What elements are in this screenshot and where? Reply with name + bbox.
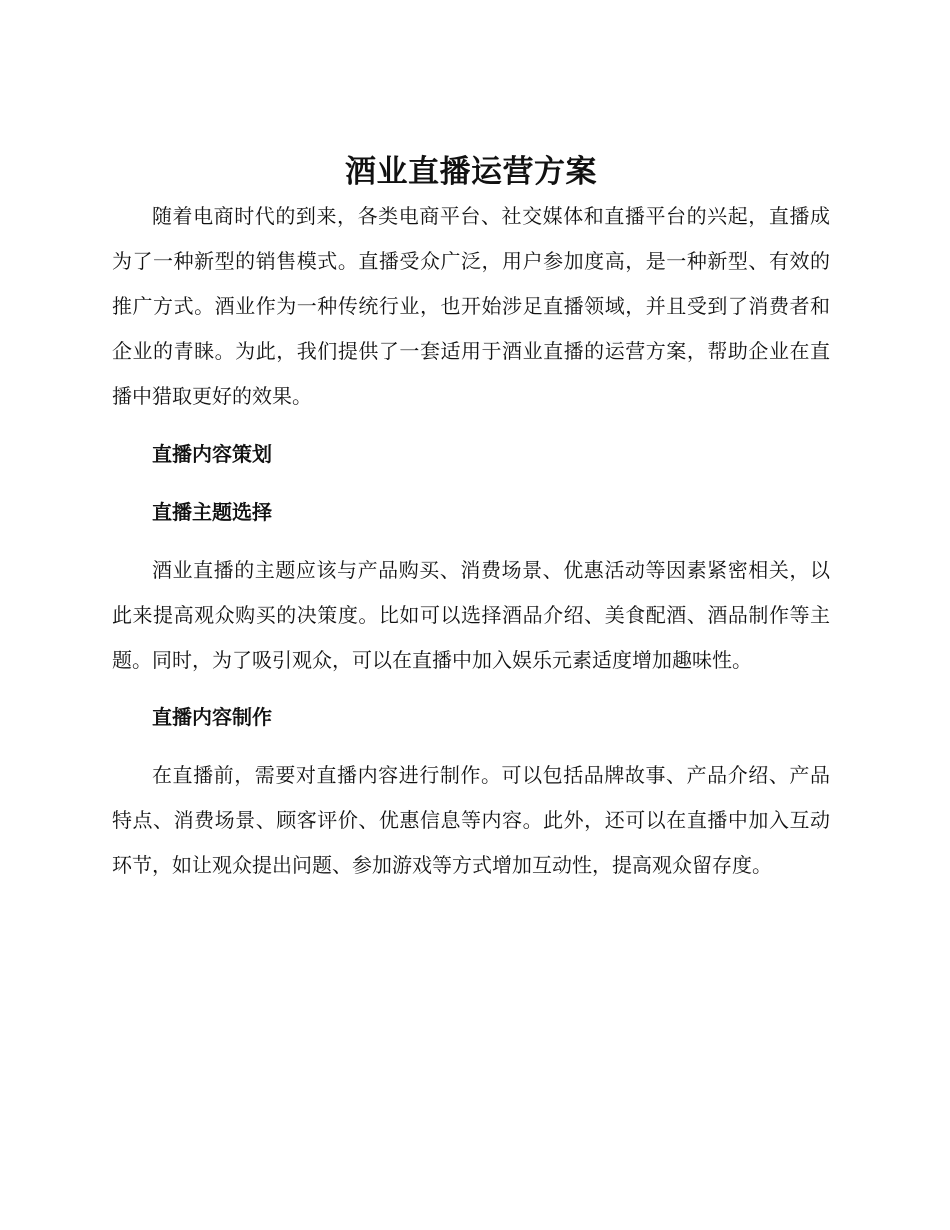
theme-selection-paragraph: 酒业直播的主题应该与产品购买、消费场景、优惠活动等因素紧密相关，以此来提高观众购买的决策度。比如可以选择酒品介绍、美食配酒、酒品制作等主题。同时，为了吸引观众，可以在直播中加入娱乐元素适度增加趣味性。 — [112, 558, 830, 672]
subsection-heading-content-production: 直播内容制作 — [152, 705, 272, 729]
subsection-heading-theme-selection: 直播主题选择 — [152, 500, 272, 524]
section-heading-content-planning: 直播内容策划 — [152, 442, 272, 466]
intro-paragraph: 随着电商时代的到来，各类电商平台、社交媒体和直播平台的兴起，直播成为了一种新型的销售模式。直播受众广泛，用户参加度高，是一种新型、有效的推广方式。酒业作为一种传统行业，也开始涉足直播领域，并且受到了消费者和企业的青睐。为此，我们提供了一套适用于酒业直播的运营方案，帮助企业在直播中猎取更好的效果。 — [112, 204, 830, 408]
document-title: 酒业直播运营方案 — [345, 154, 597, 190]
content-production-paragraph: 在直播前，需要对直播内容进行制作。可以包括品牌故事、产品介绍、产品特点、消费场景、顾客评价、优惠信息等内容。此外，还可以在直播中加入互动环节，如让观众提出问题、参加游戏等方式增加互动性，提高观众留存度。 — [112, 763, 830, 877]
document-page — [112, 150, 830, 888]
